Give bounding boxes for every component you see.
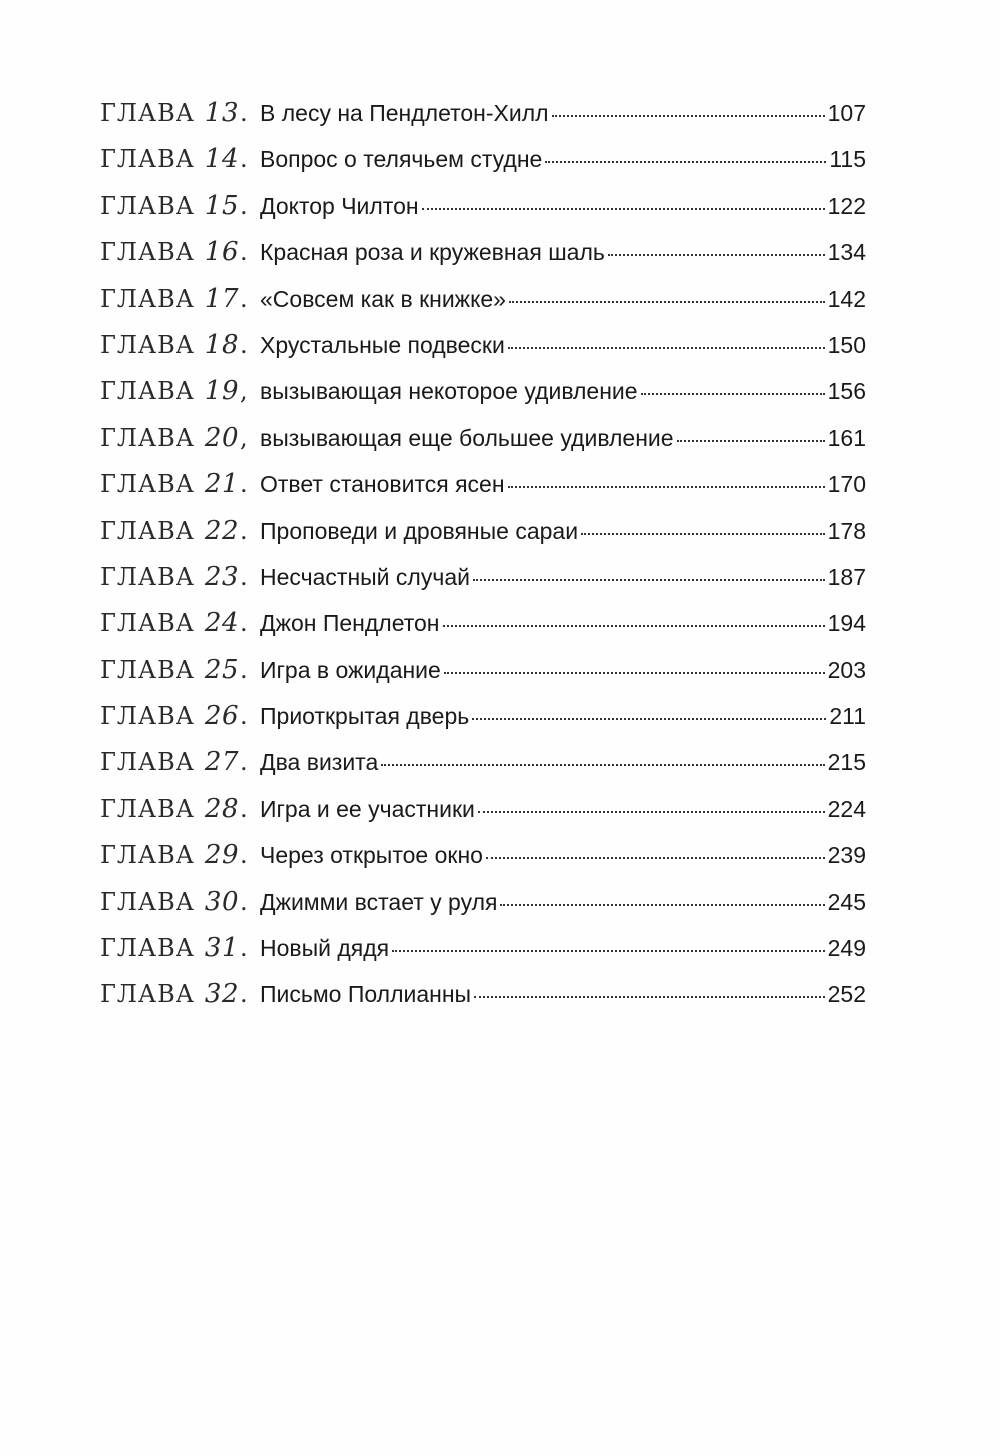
page-number: 211 [829,703,866,730]
toc-entry [100,608,866,654]
table-of-contents [100,98,866,1026]
page-number: 224 [827,795,866,822]
chapter-punctuation: . [240,470,248,499]
dot-leader [486,857,825,859]
toc-entry [100,562,866,608]
chapter-title: «Совсем как в книжке» [260,285,506,312]
dot-leader [552,115,825,117]
page-number: 170 [827,471,866,498]
chapter-title: Хрустальные подвески [260,331,505,358]
chapter-punctuation: . [240,238,248,267]
chapter-label [100,979,260,1009]
dot-leader [581,533,825,535]
chapter-punctuation: , [240,377,248,406]
chapter-title: Джон Пендлетон [260,610,440,637]
toc-entry [100,979,866,1025]
dot-leader [444,672,825,674]
page-number: 203 [827,656,866,683]
toc-entry [100,516,866,562]
chapter-number: 24 [204,608,239,639]
toc-entry [100,933,866,979]
chapter-number: 17 [204,283,239,314]
chapter-label [100,330,260,360]
chapter-title: Через открытое окно [260,842,483,869]
chapter-number: 30 [204,886,239,917]
chapter-punctuation: . [240,794,248,823]
dot-leader [478,811,825,813]
toc-entry [100,840,866,886]
chapter-number: 13 [204,98,239,128]
chapter-label [100,933,260,963]
chapter-punctuation: . [240,934,248,963]
dot-leader [508,347,825,349]
chapter-label [100,284,260,314]
chapter-label [100,840,260,870]
page-number: 239 [827,842,866,869]
chapter-number: 22 [204,515,239,546]
chapter-number: 28 [204,793,239,824]
chapter-word: ГЛАВА [100,609,195,638]
dot-leader [545,161,826,163]
chapter-label [100,516,260,546]
dot-leader [392,950,824,952]
chapter-label [100,423,260,453]
chapter-word: ГЛАВА [100,794,195,823]
page-number: 215 [827,749,866,776]
dot-leader [677,440,825,442]
chapter-punctuation: . [240,99,248,127]
page-number: 178 [827,517,866,544]
chapter-punctuation: . [240,562,248,591]
chapter-number: 23 [204,561,239,592]
chapter-title: Красная роза и кружевная шаль [260,239,605,266]
chapter-title: Письмо Поллианны [260,981,472,1008]
chapter-word: ГЛАВА [100,145,195,174]
chapter-title: Игра в ожидание [260,656,441,683]
chapter-word: ГЛАВА [100,841,195,870]
chapter-word: ГЛАВА [100,748,195,777]
chapter-number: 14 [204,144,239,175]
chapter-label [100,701,260,731]
page-number: 252 [827,981,866,1008]
chapter-word: ГЛАВА [100,887,195,916]
toc-entry [100,469,866,515]
chapter-word: ГЛАВА [100,934,195,963]
page-number: 194 [827,610,866,637]
chapter-punctuation: . [240,330,248,359]
toc-entry [100,98,866,144]
chapter-number: 25 [204,654,239,685]
chapter-word: ГЛАВА [100,655,195,684]
toc-entry [100,747,866,793]
chapter-word: ГЛАВА [100,470,195,499]
chapter-title: Проповеди и дровяные сараи [260,517,579,544]
chapter-title: Игра и ее участники [260,795,475,822]
chapter-title: Джимми встает у руля [260,888,498,915]
chapter-label [100,655,260,685]
chapter-punctuation: . [240,980,248,1009]
dot-leader [641,393,825,395]
chapter-title: вызывающая некоторое удивление [260,378,638,405]
chapter-number: 18 [204,329,239,360]
chapter-label [100,376,260,406]
page-number: 187 [827,563,866,590]
toc-entry [100,655,866,701]
chapter-label [100,747,260,777]
chapter-title: В лесу на Пендлетон-Хилл [260,100,549,126]
chapter-label [100,144,260,174]
page-number: 161 [827,424,866,451]
chapter-word: ГЛАВА [100,377,195,406]
chapter-punctuation: , [240,423,248,452]
dot-leader [500,904,824,906]
page-number: 142 [827,285,866,312]
dot-leader [608,254,825,256]
chapter-punctuation: . [240,145,248,174]
chapter-punctuation: . [240,887,248,916]
chapter-number: 31 [204,933,239,964]
chapter-title: Доктор Чилтон [260,192,419,219]
dot-leader [443,625,825,627]
chapter-punctuation: . [240,655,248,684]
chapter-label [100,794,260,824]
chapter-number: 15 [204,190,239,221]
dot-leader [508,486,825,488]
chapter-label [100,562,260,592]
chapter-number: 27 [204,747,239,778]
toc-entry [100,423,866,469]
page-number: 115 [829,146,866,173]
chapter-punctuation: . [240,284,248,313]
page-number: 245 [827,888,866,915]
toc-entry [100,144,866,190]
chapter-label [100,608,260,638]
chapter-label [100,469,260,499]
toc-entry [100,284,866,330]
chapter-word: ГЛАВА [100,423,195,452]
page-number: 156 [827,378,866,405]
chapter-word: ГЛАВА [100,99,195,127]
chapter-word: ГЛАВА [100,980,195,1009]
chapter-punctuation: . [240,516,248,545]
chapter-label [100,887,260,917]
chapter-word: ГЛАВА [100,516,195,545]
chapter-number: 26 [204,701,239,732]
chapter-word: ГЛАВА [100,562,195,591]
chapter-punctuation: . [240,191,248,220]
toc-entry [100,237,866,283]
dot-leader [474,996,825,998]
chapter-number: 16 [204,237,239,268]
dot-leader [473,579,825,581]
chapter-number: 32 [204,979,239,1010]
dot-leader [422,208,825,210]
chapter-word: ГЛАВА [100,330,195,359]
chapter-number: 20 [204,422,239,453]
chapter-punctuation: . [240,841,248,870]
chapter-label [100,98,260,128]
chapter-word: ГЛАВА [100,238,195,267]
toc-entry [100,330,866,376]
chapter-punctuation: . [240,702,248,731]
chapter-punctuation: . [240,748,248,777]
chapter-word: ГЛАВА [100,702,195,731]
chapter-title: Несчастный случай [260,563,470,590]
chapter-title: Вопрос о телячьем студне [260,146,543,173]
toc-entry [100,376,866,422]
toc-entry [100,794,866,840]
page-number: 107 [827,100,866,126]
page-number: 122 [827,192,866,219]
page-number: 134 [827,239,866,266]
chapter-title: Два визита [260,749,379,776]
dot-leader [381,764,824,766]
chapter-title: Ответ становится ясен [260,471,505,498]
chapter-title: Приоткрытая дверь [260,703,470,730]
chapter-title: Новый дядя [260,935,390,962]
dot-leader [472,718,826,720]
dot-leader [509,301,825,303]
page-number: 249 [827,935,866,962]
page-number: 150 [827,331,866,358]
chapter-number: 21 [204,469,239,500]
chapter-title: вызывающая еще большее удивление [260,424,674,451]
chapter-number: 29 [204,840,239,871]
chapter-label [100,191,260,221]
toc-entry [100,701,866,747]
chapter-number: 19 [204,376,239,407]
chapter-word: ГЛАВА [100,284,195,313]
toc-entry [100,191,866,237]
chapter-punctuation: . [240,609,248,638]
chapter-word: ГЛАВА [100,191,195,220]
toc-entry [100,887,866,933]
chapter-label [100,237,260,267]
